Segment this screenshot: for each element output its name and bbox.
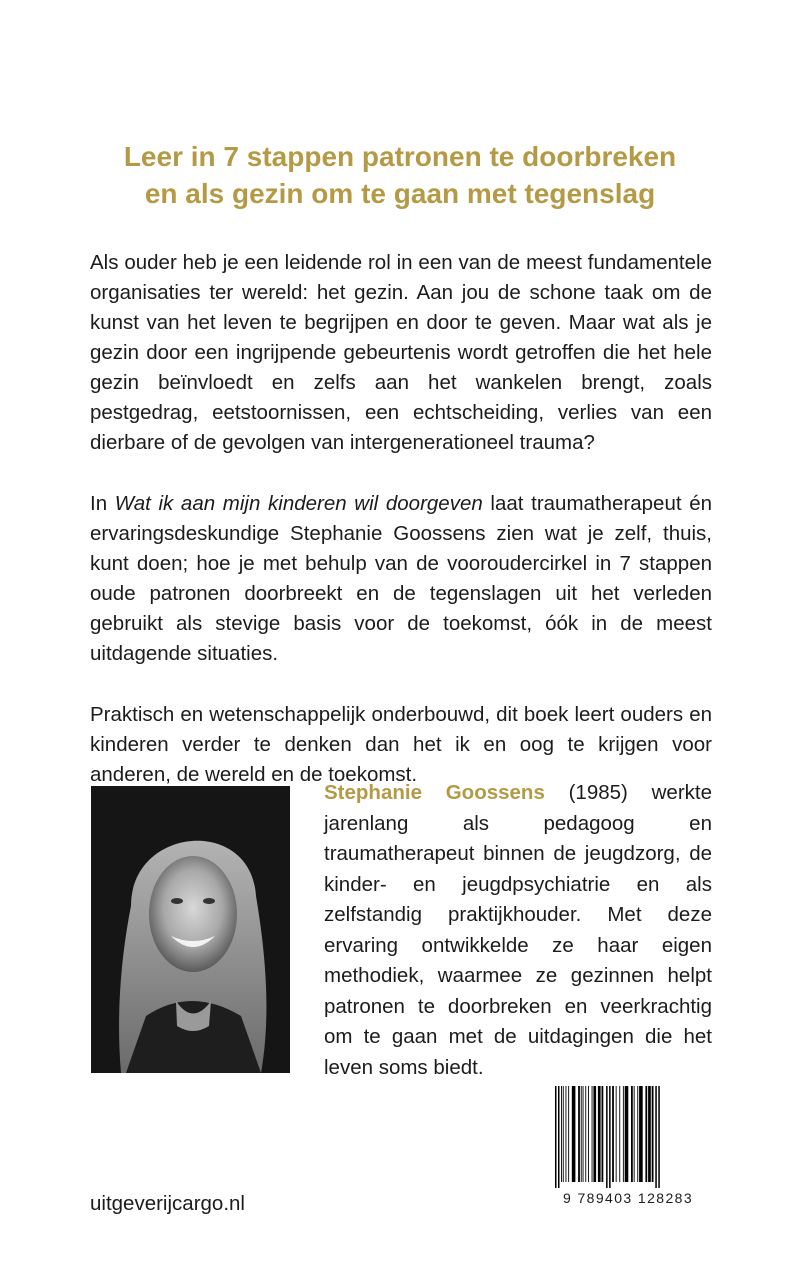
- barcode-bars: [543, 1086, 713, 1188]
- barcode-bar: [637, 1086, 638, 1182]
- barcode-bar: [602, 1086, 604, 1182]
- publisher-website: uitgeverijcargo.nl: [90, 1192, 245, 1215]
- barcode-bar: [645, 1086, 647, 1182]
- p2-rest: laat traumatherapeut én ervaringsdeskundige Stephanie Goossens zien wat je zelf, thuis, kunt doen; hoe je met behulp van de vooroudercirkel in 7 stappen oude patronen doorbreekt en de tegenslagen uit het verleden gebruikt als stevige basis voor de toekomst, óók in de meest uitdagende situaties.: [90, 492, 712, 665]
- barcode-bar: [583, 1086, 584, 1182]
- barcode-bar: [606, 1086, 608, 1188]
- p2-prefix: In: [90, 492, 115, 515]
- barcode-bar: [568, 1086, 569, 1182]
- barcode-bar: [655, 1086, 657, 1188]
- barcode-bar: [652, 1086, 654, 1182]
- barcode-bar: [593, 1086, 596, 1182]
- barcode-bar: [625, 1086, 629, 1182]
- barcode-bar: [558, 1086, 560, 1188]
- barcode-bar: [566, 1086, 567, 1182]
- barcode-bar: [592, 1086, 593, 1182]
- barcode-bar: [585, 1086, 586, 1182]
- barcode-bar: [561, 1086, 562, 1182]
- barcode-bar: [639, 1086, 643, 1182]
- barcode-bar: [612, 1086, 614, 1182]
- author-name: Stephanie Goossens: [324, 781, 545, 804]
- barcode-bar: [623, 1086, 624, 1182]
- barcode-bar: [588, 1086, 589, 1182]
- barcode-bar: [555, 1086, 557, 1188]
- barcode-bar: [609, 1086, 611, 1188]
- barcode-bar: [581, 1086, 582, 1182]
- author-photo: [91, 786, 290, 1073]
- tagline: [0, 138, 800, 212]
- barcode-bar: [616, 1086, 617, 1182]
- blurb-paragraph-3: Praktisch en wetenschappelijk onderbouwd, dit boek leert ouders en kinderen verder te denken dan het ik en oog te krijgen voor anderen, de wereld en de toekomst.: [90, 703, 712, 786]
- isbn-digits: 9 789403 128283: [563, 1190, 693, 1206]
- barcode-bar: [598, 1086, 601, 1182]
- barcode-bar: [631, 1086, 633, 1182]
- barcode-bar: [658, 1086, 660, 1188]
- author-bio-text: (1985) werkte jarenlang als pedagoog en traumatherapeut binnen de jeugdzorg, de kinder- en jeugdpsychiatrie en als zelfstandig praktijkhouder. Met deze ervaring ontwikkelde ze haar eigen methodiek, waarmee ze gezinnen helpt patronen te doorbreken en veerkrachtig om te gaan met de uitdagingen die het leven soms biedt.: [324, 781, 712, 1079]
- isbn-barcode: [543, 1086, 713, 1214]
- tagline-line-2: en als gezin om te gaan met tegenslag: [144, 178, 656, 209]
- barcode-bar: [578, 1086, 580, 1182]
- barcode-bar: [619, 1086, 620, 1182]
- book-title: Wat ik aan mijn kinderen wil doorgeven: [114, 492, 483, 515]
- blurb-paragraph-2: [90, 489, 712, 669]
- blurb: [90, 248, 712, 821]
- author-bio: [324, 778, 712, 1083]
- barcode-bar: [563, 1086, 564, 1182]
- barcode-bar: [648, 1086, 651, 1182]
- barcode-bar: [634, 1086, 635, 1182]
- tagline-line-1: Leer in 7 stappen patronen te doorbreken: [123, 141, 677, 172]
- barcode-bar: [572, 1086, 576, 1182]
- blurb-paragraph-1: Als ouder heb je een leidende rol in een van de meest fundamentele organisaties ter wereld: het gezin. Aan jou de schone taak om de kunst van het leven te begrijpen en door te geven. Maar wat als je gezin door een ingrijpende gebeurtenis wordt getroffen die het hele gezin beïnvloedt en zelfs aan het wankelen brengt, zoals pestgedrag, eetstoornissen, een echtscheiding, verlies van een dierbare of de gevolgen van intergenerationeel trauma?: [90, 251, 712, 454]
